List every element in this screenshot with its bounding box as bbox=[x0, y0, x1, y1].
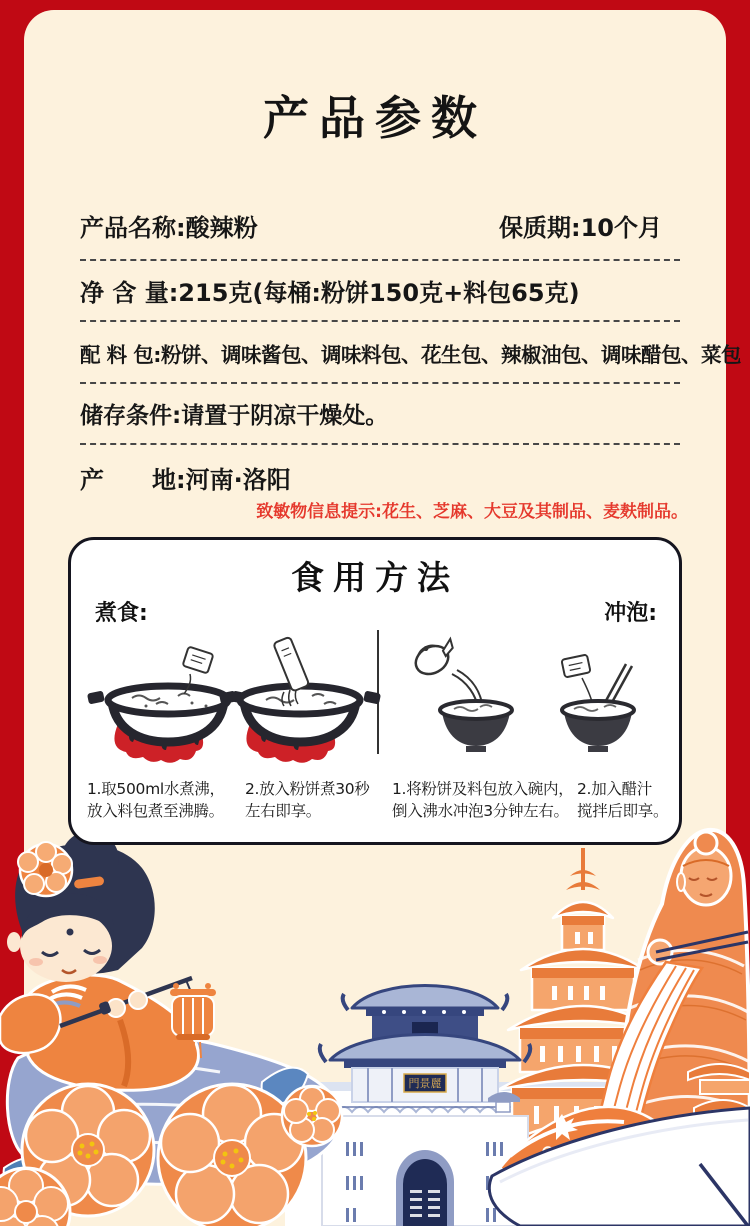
decorative-scene bbox=[0, 820, 750, 1226]
spec-table bbox=[80, 196, 741, 495]
page-title: 产品参数 bbox=[263, 91, 487, 145]
usage-method-card bbox=[68, 537, 682, 845]
spec-row-name bbox=[80, 196, 680, 261]
spec-row-sachets: 配 料 包:粉饼、调味酱包、调味料包、花生包、辣椒油包、调味醋包、菜包 bbox=[80, 322, 680, 384]
usage-step: 1.取500ml水煮沸， 放入料包煮至沸腾。 bbox=[87, 780, 225, 821]
boiling-pot-add-sauce-illustration bbox=[87, 646, 249, 762]
kettle-pour-bowl-illustration bbox=[410, 634, 512, 752]
boil-method-label: 煮食: bbox=[95, 601, 148, 626]
usage-illustrations bbox=[78, 624, 672, 776]
usage-step: 2.放入粉饼煮30秒 左右即享。 bbox=[245, 780, 370, 821]
bowl-chopsticks-illustration bbox=[561, 654, 634, 752]
spec-shelf-life: 保质期:10个月 bbox=[499, 214, 662, 242]
usage-step: 2.加入醋汁 搅拌后即享。 bbox=[577, 780, 669, 821]
usage-step: 1.将粉饼及料包放入碗内， 倒入沸水冲泡3分钟左右。 bbox=[392, 780, 574, 821]
gate-plaque: 門景麗 bbox=[408, 1077, 442, 1090]
brew-method-label: 冲泡: bbox=[604, 601, 657, 626]
spec-name: 产品名称:酸辣粉 bbox=[80, 214, 258, 242]
hair-flower-icon bbox=[18, 842, 72, 896]
spec-row-storage: 储存条件:请置于阴凉干燥处。 bbox=[80, 384, 680, 445]
spec-row-net-weight: 净 含 量:215克(每桶:粉饼150克+料包65克) bbox=[80, 261, 680, 322]
usage-title: 食用方法 bbox=[291, 558, 459, 597]
allergy-note: 致敏物信息提示:花生、芝麻、大豆及其制品、麦麸制品。 bbox=[256, 502, 688, 522]
spec-row-origin: 产 地:河南·洛阳 bbox=[80, 466, 291, 494]
boiling-pot-add-noodle-illustration bbox=[219, 637, 381, 763]
